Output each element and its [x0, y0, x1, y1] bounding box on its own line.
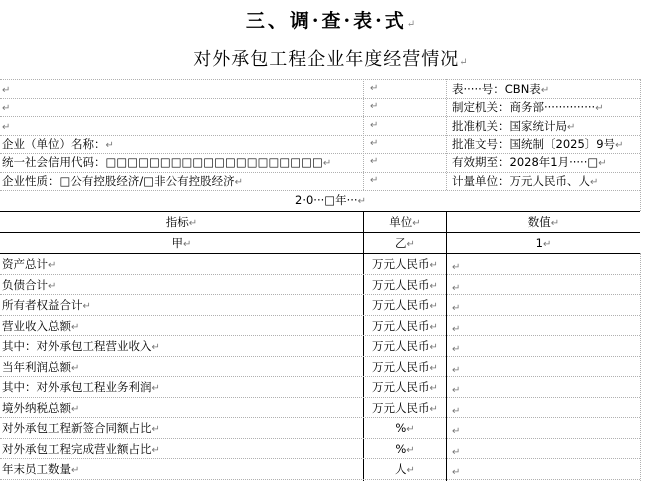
row-unit: %↵ — [395, 441, 415, 456]
row-indicator: 对外承包工程新签合同额占比↵ — [2, 421, 160, 435]
table-border — [0, 211, 640, 212]
row-divider — [0, 315, 640, 316]
document-subtitle — [0, 45, 661, 69]
form-number: 表·····号：CBN表↵ — [452, 82, 550, 96]
row-unit: %↵ — [395, 421, 415, 435]
row-value-input[interactable]: ↵ — [452, 303, 461, 314]
row-unit: 万元人民币↵ — [372, 277, 438, 292]
row-unit: 万元人民币↵ — [372, 339, 438, 353]
issuing-authority: 制定机关：商务部··············↵ — [452, 100, 604, 114]
document-title-text: 三、调·查·表·式 — [245, 10, 407, 32]
row-unit: 万元人民币↵ — [372, 359, 438, 374]
row-divider — [0, 335, 640, 336]
document-title — [0, 6, 661, 32]
report-year: 2·0···□年···↵ — [295, 193, 366, 207]
approving-authority: 批准机关：国家统计局↵ — [452, 119, 576, 133]
valid-until: 有效期至：2028年1月·····□↵ — [452, 155, 607, 169]
paragraph-mark-icon: ↵ — [370, 156, 379, 167]
row-unit: 万元人民币↵ — [372, 298, 438, 312]
row-value-input[interactable]: ↵ — [452, 282, 461, 294]
measurement-unit: 计量单位：万元人民币、人↵ — [452, 174, 599, 188]
paragraph-mark-icon: ↵ — [370, 175, 379, 186]
paragraph-mark-icon: ↵ — [406, 19, 416, 30]
row-value-input[interactable]: ↵ — [452, 323, 461, 335]
row-divider — [0, 458, 640, 459]
row-divider — [0, 438, 640, 439]
header-left-cell: ↵ — [2, 85, 11, 96]
paragraph-mark-icon: ↵ — [370, 138, 379, 149]
row-value-input[interactable]: ↵ — [452, 385, 461, 396]
row-unit: 万元人民币↵ — [372, 257, 438, 271]
row-indicator: 其中：对外承包工程营业收入↵ — [2, 339, 160, 353]
column-code-unit: 乙↵ — [395, 236, 415, 250]
row-unit: 人↵ — [395, 462, 415, 476]
header-left-cell: ↵ — [2, 103, 11, 114]
document-subtitle-text: 对外承包工程企业年度经营情况 — [193, 49, 460, 70]
row-divider — [0, 479, 640, 480]
row-value-input[interactable]: ↵ — [452, 446, 461, 458]
row-indicator: 对外承包工程完成营业额占比↵ — [2, 441, 160, 456]
column-code-indicator: 甲↵ — [171, 236, 192, 250]
approval-number: 批准文号：国统制〔2025〕9号↵ — [452, 137, 624, 151]
paragraph-mark-icon: ↵ — [370, 83, 379, 94]
company-name-label: 企业（单位）名称：↵ — [2, 137, 114, 151]
row-value-input[interactable]: ↵ — [452, 426, 461, 437]
row-divider — [0, 417, 640, 418]
company-type-field: 企业性质：□公有控股经济/□非公有控股经济↵ — [2, 174, 243, 188]
row-value-input[interactable]: ↵ — [452, 405, 461, 417]
paragraph-mark-icon: ↵ — [459, 57, 468, 68]
row-divider — [0, 294, 640, 295]
row-divider — [0, 376, 640, 377]
header-gridline — [446, 79, 447, 190]
column-code-value: 1↵ — [535, 236, 552, 250]
row-value-input[interactable]: ↵ — [452, 262, 461, 273]
row-indicator: 负债合计↵ — [2, 277, 57, 292]
column-header-indicator: 指标↵ — [165, 215, 198, 229]
row-divider — [0, 356, 640, 357]
paragraph-mark-icon: ↵ — [370, 120, 379, 131]
row-indicator: 资产总计↵ — [2, 257, 57, 271]
row-indicator: 所有者权益合计↵ — [2, 298, 91, 312]
row-indicator: 其中：对外承包工程业务利润↵ — [2, 380, 160, 394]
row-divider — [0, 274, 640, 275]
credit-code-field: 统一社会信用代码：□□□□□□□□□□□□□□□□□□□□↵ — [2, 155, 332, 169]
row-unit: 万元人民币↵ — [372, 318, 438, 333]
table-border — [640, 253, 641, 481]
column-header-value: 数值↵ — [527, 215, 560, 229]
row-value-input[interactable]: ↵ — [452, 467, 461, 478]
row-indicator: 境外纳税总额↵ — [2, 400, 80, 415]
row-value-input[interactable]: ↵ — [452, 344, 461, 355]
row-unit: 万元人民币↵ — [372, 400, 438, 415]
row-indicator: 当年利润总额↵ — [2, 359, 80, 374]
row-value-input[interactable]: ↵ — [452, 364, 461, 376]
column-header-unit: 单位↵ — [389, 215, 421, 229]
row-indicator: 营业收入总额↵ — [2, 318, 80, 333]
header-gridline — [363, 79, 364, 190]
row-indicator: 年末员工数量↵ — [2, 462, 80, 476]
header-left-cell: ↵ — [2, 122, 11, 133]
row-unit: 万元人民币↵ — [372, 380, 438, 394]
row-divider — [0, 397, 640, 398]
paragraph-mark-icon: ↵ — [370, 101, 379, 112]
